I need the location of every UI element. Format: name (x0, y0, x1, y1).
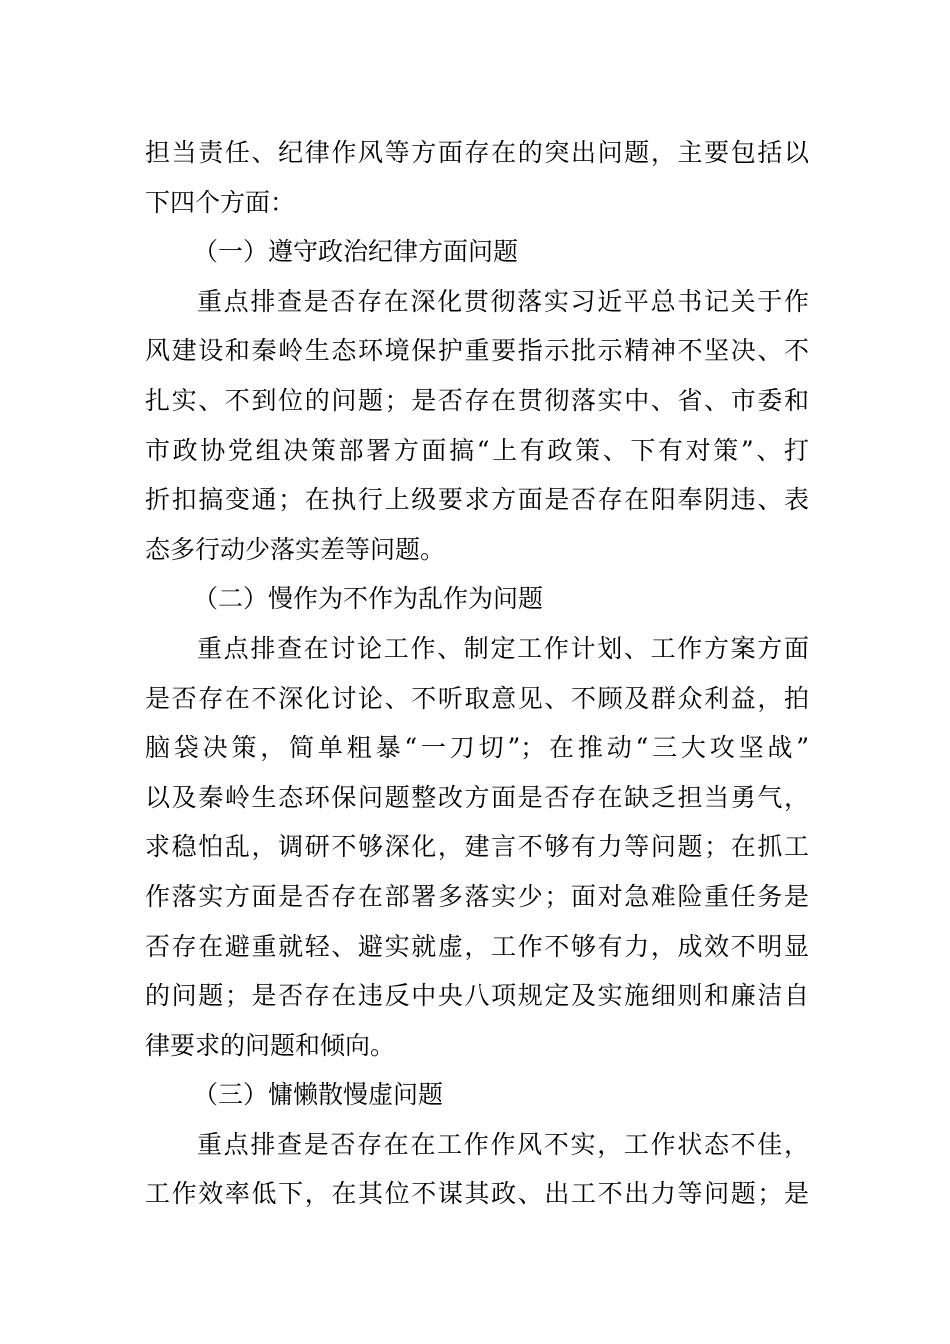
document-body (145, 128, 809, 1219)
paragraph-line: 下四个方面： (145, 187, 296, 217)
paragraph-line: 律要求的问题和倾向。 (145, 1030, 396, 1060)
paragraph-line: 折扣搞变通；在执行上级要求方面是否存在阳奉阴违、表 (145, 485, 809, 515)
paragraph-line: 市政协党组决策部署方面搞“上有政策、下有对策”、打 (145, 435, 809, 465)
paragraph-line: 是否存在不深化讨论、不听取意见、不顾及群众利益，拍 (145, 683, 809, 713)
section-heading-1: （一）遵守政治纪律方面问题 (193, 237, 519, 267)
paragraph-line: 重点排查是否存在深化贯彻落实习近平总书记关于作 (197, 286, 809, 316)
paragraph-line: 重点排查是否存在在工作作风不实，工作状态不佳， (197, 1129, 809, 1159)
paragraph-line: 作落实方面是否存在部署多落实少；面对急难险重任务是 (145, 881, 809, 911)
paragraph-line: 否存在避重就轻、避实就虚，工作不够有力，成效不明显 (145, 931, 809, 961)
paragraph-line: 的问题；是否存在违反中央八项规定及实施细则和廉洁自 (145, 981, 809, 1011)
paragraph-line: 重点排查在讨论工作、制定工作计划、工作方案方面 (197, 633, 809, 663)
paragraph-line: 以及秦岭生态环保问题整改方面是否存在缺乏担当勇气， (145, 782, 809, 812)
paragraph-line: 工作效率低下，在其位不谋其政、出工不出力等问题；是 (145, 1179, 809, 1209)
paragraph-line: 求稳怕乱，调研不够深化，建言不够有力等问题；在抓工 (145, 832, 809, 862)
paragraph-line: 态多行动少落实差等问题。 (145, 534, 446, 564)
section-heading-2: （二）慢作为不作为乱作为问题 (193, 584, 544, 614)
paragraph-line: 担当责任、纪律作风等方面存在的突出问题，主要包括以 (145, 138, 809, 167)
paragraph-line: 脑袋决策，简单粗暴“一刀切”；在推动“三大攻坚战” (145, 733, 809, 763)
paragraph-line: 风建设和秦岭生态环境保护重要指示批示精神不坚决、不 (145, 336, 809, 366)
section-heading-3: （三）慵懒散慢虚问题 (193, 1080, 444, 1110)
paragraph-line: 扎实、不到位的问题；是否存在贯彻落实中、省、市委和 (145, 385, 809, 415)
